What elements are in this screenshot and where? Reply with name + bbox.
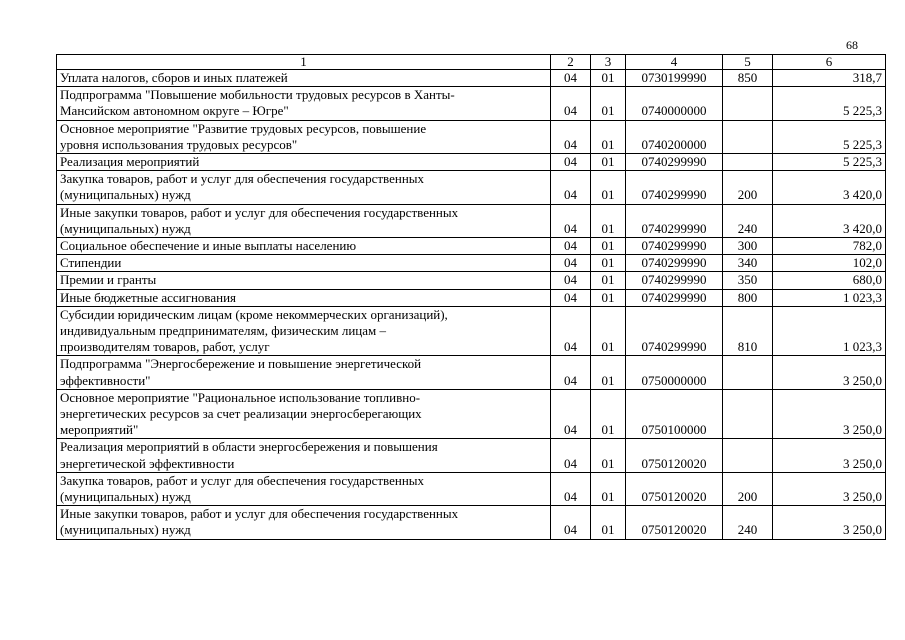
row-name-cell: Уплата налогов, сборов и иных платежей — [57, 70, 551, 87]
row-name-cell: Основное мероприятие "Рациональное использование топливно- энергетических ресурсов за счет реализации энергосберегающих мероприятий" — [57, 389, 551, 439]
row-target-article-cell: 0740299990 — [626, 204, 723, 237]
row-expense-type-cell: 240 — [723, 204, 773, 237]
row-section-cell: 04 — [551, 120, 591, 153]
row-amount-cell: 5 225,3 — [773, 87, 886, 120]
row-expense-type-cell: 300 — [723, 238, 773, 255]
row-subsection-cell: 01 — [591, 120, 626, 153]
table-row — [57, 306, 886, 356]
row-expense-type-cell — [723, 154, 773, 171]
row-expense-type-cell — [723, 120, 773, 153]
header-cell-6: 6 — [773, 55, 886, 70]
row-subsection-cell: 01 — [591, 289, 626, 306]
row-subsection-cell: 01 — [591, 306, 626, 356]
row-target-article-cell: 0730199990 — [626, 70, 723, 87]
row-expense-type-cell — [723, 439, 773, 472]
row-target-article-cell: 0740299990 — [626, 154, 723, 171]
row-name-cell: Иные закупки товаров, работ и услуг для обеспечения государственных (муниципальных) нужд — [57, 506, 551, 539]
row-subsection-cell: 01 — [591, 389, 626, 439]
row-amount-cell: 3 250,0 — [773, 356, 886, 389]
row-subsection-cell: 01 — [591, 272, 626, 289]
row-expense-type-cell: 340 — [723, 255, 773, 272]
row-name-cell: Закупка товаров, работ и услуг для обеспечения государственных (муниципальных) нужд — [57, 472, 551, 505]
row-amount-cell: 102,0 — [773, 255, 886, 272]
row-subsection-cell: 01 — [591, 171, 626, 204]
row-target-article-cell: 0740299990 — [626, 306, 723, 356]
row-amount-cell: 5 225,3 — [773, 120, 886, 153]
header-cell-1: 1 — [57, 55, 551, 70]
row-target-article-cell: 0740299990 — [626, 238, 723, 255]
row-target-article-cell: 0740299990 — [626, 272, 723, 289]
row-section-cell: 04 — [551, 87, 591, 120]
row-amount-cell: 1 023,3 — [773, 306, 886, 356]
row-amount-cell: 3 420,0 — [773, 171, 886, 204]
row-subsection-cell: 01 — [591, 87, 626, 120]
table-row — [57, 171, 886, 204]
row-section-cell: 04 — [551, 439, 591, 472]
table-row — [57, 506, 886, 539]
row-section-cell: 04 — [551, 154, 591, 171]
row-amount-cell: 3 250,0 — [773, 506, 886, 539]
row-expense-type-cell — [723, 356, 773, 389]
row-amount-cell: 680,0 — [773, 272, 886, 289]
row-name-cell: Основное мероприятие "Развитие трудовых ресурсов, повышение уровня использования трудовых ресурсов" — [57, 120, 551, 153]
row-expense-type-cell: 810 — [723, 306, 773, 356]
row-target-article-cell: 0750120020 — [626, 506, 723, 539]
row-expense-type-cell — [723, 87, 773, 120]
row-name-cell: Стипендии — [57, 255, 551, 272]
row-name-cell: Реализация мероприятий в области энергосбережения и повышения энергетической эффективности — [57, 439, 551, 472]
row-amount-cell: 5 225,3 — [773, 154, 886, 171]
row-subsection-cell: 01 — [591, 238, 626, 255]
row-section-cell: 04 — [551, 356, 591, 389]
row-expense-type-cell: 800 — [723, 289, 773, 306]
table-row — [57, 272, 886, 289]
budget-table — [56, 54, 886, 540]
row-name-cell: Подпрограмма "Энергосбережение и повышение энергетической эффективности" — [57, 356, 551, 389]
row-expense-type-cell — [723, 389, 773, 439]
row-expense-type-cell: 850 — [723, 70, 773, 87]
row-section-cell: 04 — [551, 472, 591, 505]
table-row — [57, 154, 886, 171]
row-amount-cell: 3 250,0 — [773, 439, 886, 472]
table-row — [57, 472, 886, 505]
row-expense-type-cell: 350 — [723, 272, 773, 289]
row-target-article-cell: 0750000000 — [626, 356, 723, 389]
row-name-cell: Социальное обеспечение и иные выплаты населению — [57, 238, 551, 255]
row-expense-type-cell: 200 — [723, 472, 773, 505]
header-cell-4: 4 — [626, 55, 723, 70]
header-cell-5: 5 — [723, 55, 773, 70]
row-target-article-cell: 0750120020 — [626, 439, 723, 472]
row-name-cell: Закупка товаров, работ и услуг для обеспечения государственных (муниципальных) нужд — [57, 171, 551, 204]
row-section-cell: 04 — [551, 238, 591, 255]
table-row — [57, 255, 886, 272]
table-row — [57, 289, 886, 306]
row-target-article-cell: 0740299990 — [626, 255, 723, 272]
row-amount-cell: 318,7 — [773, 70, 886, 87]
row-name-cell: Подпрограмма "Повышение мобильности трудовых ресурсов в Ханты- Мансийском автономном округе – Югре" — [57, 87, 551, 120]
row-subsection-cell: 01 — [591, 472, 626, 505]
table-row — [57, 389, 886, 439]
table-row — [57, 70, 886, 87]
row-section-cell: 04 — [551, 171, 591, 204]
row-section-cell: 04 — [551, 272, 591, 289]
row-section-cell: 04 — [551, 289, 591, 306]
row-expense-type-cell: 240 — [723, 506, 773, 539]
row-name-cell: Иные закупки товаров, работ и услуг для обеспечения государственных (муниципальных) нужд — [57, 204, 551, 237]
row-amount-cell: 3 250,0 — [773, 472, 886, 505]
row-subsection-cell: 01 — [591, 255, 626, 272]
row-amount-cell: 3 250,0 — [773, 389, 886, 439]
row-subsection-cell: 01 — [591, 154, 626, 171]
page-number: 68 — [846, 38, 858, 52]
row-amount-cell: 782,0 — [773, 238, 886, 255]
table-row — [57, 238, 886, 255]
row-section-cell: 04 — [551, 204, 591, 237]
row-expense-type-cell: 200 — [723, 171, 773, 204]
row-subsection-cell: 01 — [591, 204, 626, 237]
table-header-row — [57, 55, 886, 70]
row-subsection-cell: 01 — [591, 70, 626, 87]
header-cell-2: 2 — [551, 55, 591, 70]
row-section-cell: 04 — [551, 70, 591, 87]
row-section-cell: 04 — [551, 255, 591, 272]
table-body — [57, 70, 886, 540]
row-target-article-cell: 0740200000 — [626, 120, 723, 153]
row-target-article-cell: 0740299990 — [626, 171, 723, 204]
row-target-article-cell: 0740299990 — [626, 289, 723, 306]
table-row — [57, 204, 886, 237]
table-row — [57, 120, 886, 153]
table-row — [57, 87, 886, 120]
table-row — [57, 356, 886, 389]
row-subsection-cell: 01 — [591, 439, 626, 472]
row-name-cell: Иные бюджетные ассигнования — [57, 289, 551, 306]
row-section-cell: 04 — [551, 306, 591, 356]
header-cell-3: 3 — [591, 55, 626, 70]
row-subsection-cell: 01 — [591, 506, 626, 539]
table-row — [57, 439, 886, 472]
row-subsection-cell: 01 — [591, 356, 626, 389]
row-section-cell: 04 — [551, 389, 591, 439]
row-amount-cell: 3 420,0 — [773, 204, 886, 237]
row-target-article-cell: 0740000000 — [626, 87, 723, 120]
row-name-cell: Субсидии юридическим лицам (кроме некоммерческих организаций), индивидуальным предпринимателям, физическим лицам – производителям товаров, работ, услуг — [57, 306, 551, 356]
row-name-cell: Премии и гранты — [57, 272, 551, 289]
row-name-cell: Реализация мероприятий — [57, 154, 551, 171]
row-section-cell: 04 — [551, 506, 591, 539]
row-amount-cell: 1 023,3 — [773, 289, 886, 306]
row-target-article-cell: 0750120020 — [626, 472, 723, 505]
row-target-article-cell: 0750100000 — [626, 389, 723, 439]
